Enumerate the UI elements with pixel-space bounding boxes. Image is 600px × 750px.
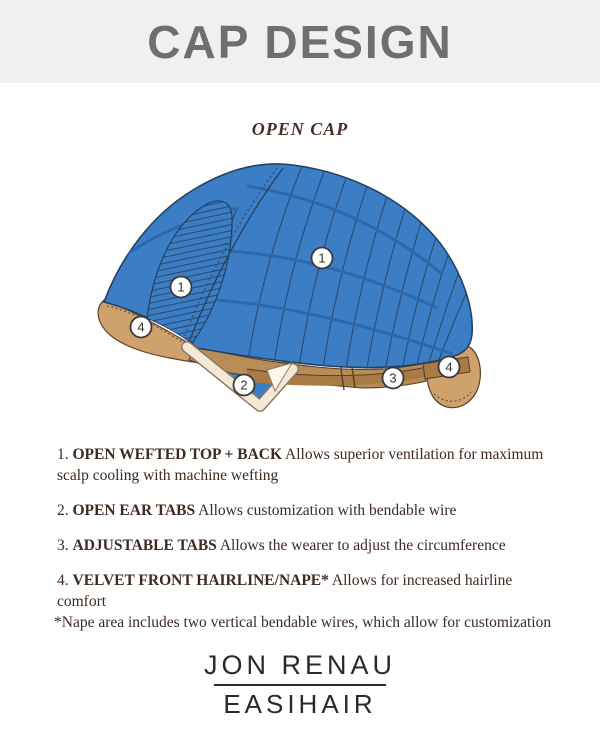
feature-name: OPEN EAR TABS bbox=[72, 502, 196, 519]
callout-4-front-hairline bbox=[131, 317, 152, 338]
feature-description: Allows superior ventilation for maximum scalp cooling with machine wefting bbox=[57, 446, 544, 484]
callout-1-crown bbox=[312, 248, 333, 269]
svg-text:3: 3 bbox=[389, 370, 397, 386]
svg-text:1: 1 bbox=[177, 279, 185, 295]
logo-divider bbox=[214, 684, 386, 686]
brand-name-jon-renau: JON RENAU bbox=[203, 650, 396, 680]
feature-name: ADJUSTABLE TABS bbox=[72, 537, 217, 554]
svg-text:4: 4 bbox=[137, 319, 145, 335]
brand-logo bbox=[0, 650, 600, 720]
cap-style-title: OPEN CAP bbox=[251, 119, 349, 139]
feature-number: 2. bbox=[57, 502, 69, 519]
callout-2-ear-tab bbox=[234, 375, 255, 396]
feature-name: VELVET FRONT HAIRLINE/NAPE* bbox=[72, 572, 329, 589]
feature-item-2 bbox=[57, 500, 565, 521]
svg-text:4: 4 bbox=[445, 359, 453, 375]
feature-number: 4. bbox=[57, 572, 69, 589]
feature-name: OPEN WEFTED TOP + BACK bbox=[72, 446, 283, 463]
brand-name-easihair: EASIHAIR bbox=[223, 689, 377, 719]
feature-item-3 bbox=[57, 535, 565, 556]
header-band bbox=[0, 0, 600, 83]
callout-1-front bbox=[171, 277, 192, 298]
feature-item-1 bbox=[57, 444, 565, 486]
feature-description: Allows for increased hairline comfort bbox=[57, 572, 513, 610]
feature-description: Allows customization with bendable wire bbox=[198, 502, 457, 519]
callout-4-nape bbox=[439, 357, 460, 378]
open-cap-illustration bbox=[97, 158, 497, 422]
callout-3-adjustable-tab bbox=[383, 368, 404, 389]
page-title: CAP DESIGN bbox=[147, 15, 453, 68]
svg-text:1: 1 bbox=[318, 250, 326, 266]
feature-list bbox=[54, 444, 565, 647]
feature-number: 1. bbox=[57, 446, 69, 463]
feature-item-4 bbox=[54, 570, 565, 633]
feature-description: Allows the wearer to adjust the circumference bbox=[219, 537, 506, 554]
feature-number: 3. bbox=[57, 537, 69, 554]
feature-footnote: *Nape area includes two vertical bendable wires, which allow for customization bbox=[54, 614, 552, 631]
svg-text:2: 2 bbox=[240, 377, 248, 393]
